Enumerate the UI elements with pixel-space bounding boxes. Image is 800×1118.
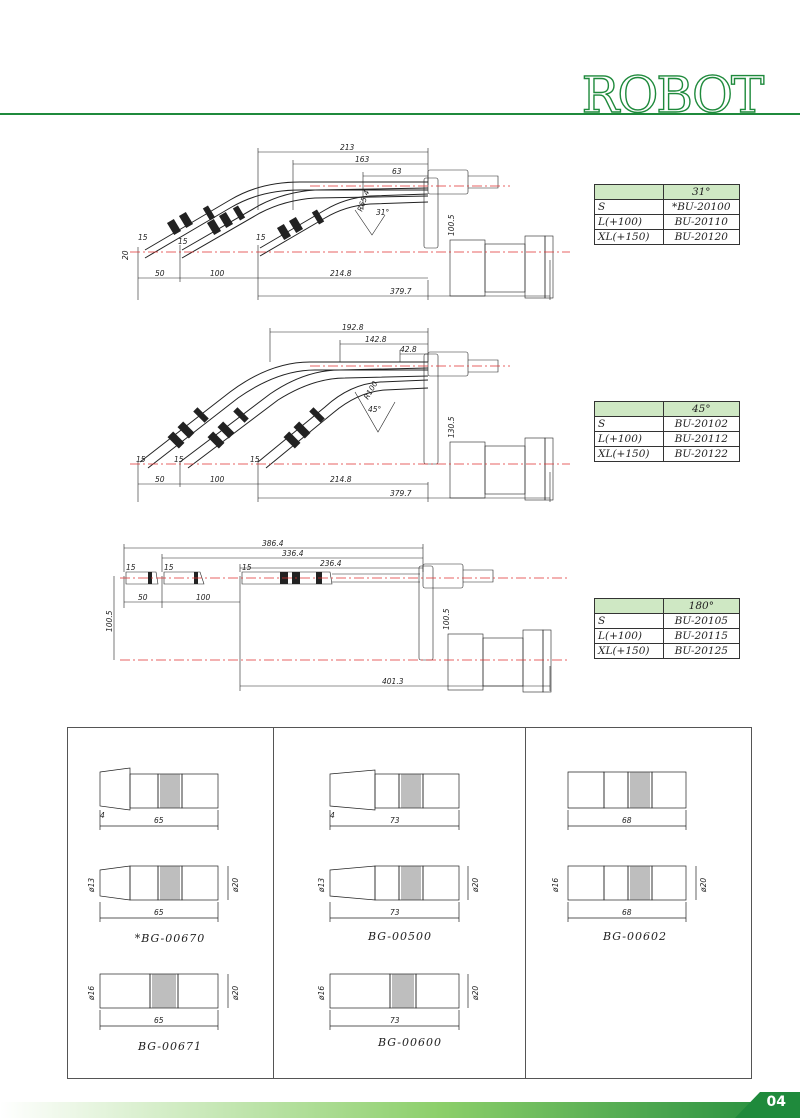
dim-163: 163 [355,155,370,164]
brand-logo [572,66,772,118]
table-angle: 45° [663,402,739,417]
dim-379-7: 379.7 [390,489,412,498]
dim-142-8: 142.8 [365,335,387,344]
code-cell: BU-20122 [663,447,739,462]
dim-192-8: 192.8 [342,323,364,332]
dim-height: 100.5 [442,608,451,630]
size-cell: XL(+150) [595,230,664,245]
dim-left-height: 100.5 [105,610,114,632]
outer-diameter: ø20 [471,985,480,1000]
footer-band [0,1092,800,1118]
dim-offset: 20 [121,250,130,260]
diagram-31 [110,140,580,310]
bore-diameter: ø16 [551,877,560,892]
spec-table-180 [594,598,740,659]
thread-size: 4 [330,811,335,820]
dim-height: 130.5 [447,416,456,438]
dim-50: 50 [155,269,165,278]
size-cell: L(+100) [595,432,664,447]
size-cell: S [595,200,664,215]
dim-15c: 15 [242,563,252,572]
dim-336-4: 336.4 [282,549,304,558]
code-cell: BU-20110 [663,215,739,230]
dim-63: 63 [392,167,402,176]
part-label: *BG-00670 [134,932,206,945]
size-cell: L(+100) [595,215,664,230]
contact-col-3 [540,760,740,940]
dim-15a: 15 [138,233,148,242]
tip-length: 65 [154,908,164,917]
dim-214-8: 214.8 [330,269,352,278]
code-cell: *BU-20100 [663,200,739,215]
outer-diameter: ø20 [699,877,708,892]
tip-length: 68 [622,816,632,825]
part-label: BG-00500 [368,930,432,943]
dim-height: 100.5 [447,214,456,236]
dim-386-4: 386.4 [262,539,284,548]
panel-divider [273,727,274,1079]
dim-100: 100 [196,593,211,602]
dim-angle: 31° [376,208,390,217]
part-label: BG-00602 [603,930,667,943]
dim-radius: R100 [361,379,380,401]
outer-diameter: ø20 [231,985,240,1000]
dim-50: 50 [138,593,148,602]
code-cell: BU-20112 [663,432,739,447]
size-cell: XL(+150) [595,447,664,462]
dim-angle: 45° [368,405,382,414]
outer-diameter: ø20 [471,877,480,892]
bore-diameter: ø16 [317,985,326,1000]
dim-214-8: 214.8 [330,475,352,484]
page-number: 04 [766,1094,786,1110]
tip-length: 65 [154,816,164,825]
code-cell: BU-20125 [663,644,739,659]
spec-table-31 [594,184,740,245]
size-cell: S [595,417,664,432]
diagram-180 [100,536,580,696]
brand-text: ROBOT [581,66,763,118]
dim-236-4: 236.4 [320,559,342,568]
tip-length: 68 [622,908,632,917]
bore-diameter: ø13 [317,877,326,892]
part-label: BG-00671 [138,1040,202,1053]
size-cell: XL(+150) [595,644,664,659]
tip-length: 73 [390,816,400,825]
dim-15c: 15 [250,455,260,464]
spec-table-45 [594,401,740,462]
dim-50: 50 [155,475,165,484]
dim-213: 213 [340,143,355,152]
part-label: BG-00600 [378,1036,442,1049]
code-cell: BU-20105 [663,614,739,629]
dim-15b: 15 [178,237,188,246]
tip-length: 65 [154,1016,164,1025]
diagram-45 [110,322,580,512]
dim-100: 100 [210,269,225,278]
table-angle: 180° [663,599,739,614]
bore-diameter: ø13 [87,877,96,892]
code-cell: BU-20102 [663,417,739,432]
contact-col-1 [80,760,260,1060]
dim-42-8: 42.8 [400,345,417,354]
dim-15b: 15 [164,563,174,572]
table-angle: 31° [663,185,739,200]
dim-15a: 15 [136,455,146,464]
code-cell: BU-20115 [663,629,739,644]
dim-radius: R65.4 [355,189,372,213]
dim-15c: 15 [256,233,266,242]
contact-col-2 [300,760,490,1060]
tip-length: 73 [390,908,400,917]
code-cell: BU-20120 [663,230,739,245]
dim-15b: 15 [174,455,184,464]
dim-401-3: 401.3 [382,677,404,686]
bore-diameter: ø16 [87,985,96,1000]
size-cell: L(+100) [595,629,664,644]
panel-divider [525,727,526,1079]
dim-100: 100 [210,475,225,484]
size-cell: S [595,614,664,629]
dim-379-7: 379.7 [390,287,412,296]
tip-length: 73 [390,1016,400,1025]
thread-size: 4 [100,811,105,820]
dim-15a: 15 [126,563,136,572]
outer-diameter: ø20 [231,877,240,892]
